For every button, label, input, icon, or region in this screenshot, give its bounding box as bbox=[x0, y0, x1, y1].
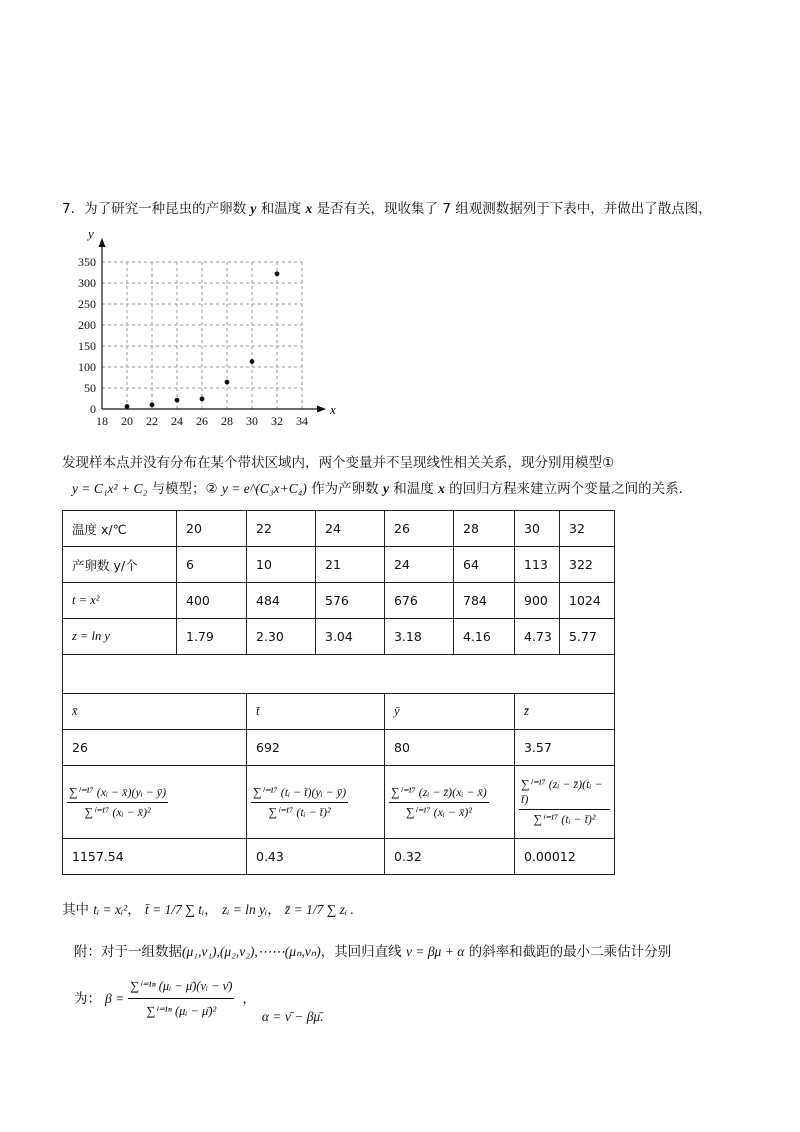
data-point bbox=[150, 402, 155, 407]
model-1-formula: y = C₁x² + C₂ bbox=[72, 481, 148, 496]
result-2: 0.43 bbox=[247, 839, 385, 875]
estimate-line bbox=[74, 976, 324, 1024]
y-tick-label: 300 bbox=[78, 276, 96, 290]
appendix-line bbox=[74, 942, 671, 962]
mean-header-z: z̄ bbox=[515, 694, 615, 730]
table-cell: 24 bbox=[385, 547, 454, 583]
table-cell: 10 bbox=[247, 547, 316, 583]
table-row bbox=[63, 583, 615, 619]
where-z: zᵢ = ln yᵢ bbox=[221, 902, 268, 917]
x-tick-label: 28 bbox=[221, 414, 233, 428]
y-tick-label: 0 bbox=[90, 402, 96, 416]
data-point bbox=[125, 404, 130, 409]
table-cell: 4.16 bbox=[454, 619, 515, 655]
table-cell: 5.77 bbox=[560, 619, 615, 655]
y-tick-label: 250 bbox=[78, 297, 96, 311]
paragraph-text-2d: 的回归方程来建立两个变量之间的关系. bbox=[449, 481, 683, 497]
table-row bbox=[63, 619, 615, 655]
x-tick-label: 18 bbox=[96, 414, 108, 428]
data-point bbox=[275, 271, 280, 276]
y-axis-arrow bbox=[99, 238, 106, 247]
formula-3-den: ∑ⁱ⁼¹⁷ (xᵢ − x̄)² bbox=[405, 804, 472, 819]
blank-row bbox=[63, 655, 615, 694]
x-axis-arrow bbox=[317, 406, 326, 413]
formula-1-den: ∑ⁱ⁼¹⁷ (xᵢ − x̄)² bbox=[84, 804, 151, 819]
row-label: 温度 x/℃ bbox=[63, 511, 177, 547]
data-point bbox=[175, 398, 180, 403]
data-point bbox=[200, 397, 205, 402]
beta-lhs: β = bbox=[105, 990, 125, 1006]
question-text-1: 7．为了研究一种昆虫的产卵数 bbox=[62, 201, 247, 217]
where-zbar: z̄ = 1/7 ∑ zᵢ . bbox=[285, 902, 354, 917]
scatter-chart bbox=[60, 222, 340, 428]
x-tick-label: 34 bbox=[296, 414, 308, 428]
formula-2-num: ∑ⁱ⁼¹⁷ (tᵢ − t̄)(yᵢ − ȳ) bbox=[251, 785, 348, 803]
y-tick-label: 150 bbox=[78, 339, 96, 353]
formula-4-den: ∑ⁱ⁼¹⁷ (tᵢ − t̄)² bbox=[533, 812, 596, 826]
table-cell: 2.30 bbox=[247, 619, 316, 655]
formula-3-num: ∑ⁱ⁼¹⁷ (zᵢ − z̄)(xᵢ − x̄) bbox=[389, 785, 489, 803]
row-label: 产卵数 y/个 bbox=[63, 547, 177, 583]
x-tick-label: 32 bbox=[271, 414, 283, 428]
appendix-data: (μ₁,ν₁),(μ₂,ν₂),⋯⋯(μₙ,νₙ) bbox=[182, 944, 321, 959]
x-tick-label: 24 bbox=[171, 414, 183, 428]
table-cell: 484 bbox=[247, 583, 316, 619]
paragraph-line-1: 发现样本点并没有分布在某个带状区域内，两个变量并不呈现线性相关关系，现分别用模型① bbox=[62, 455, 615, 471]
table-cell: 676 bbox=[385, 583, 454, 619]
mean-value-y: 80 bbox=[385, 730, 515, 766]
chart-grid bbox=[102, 262, 302, 409]
var-x-2: x bbox=[438, 481, 445, 496]
formula-1-num: ∑ⁱ⁼¹⁷ (xᵢ − x̄)(yᵢ − ȳ) bbox=[67, 785, 168, 803]
formula-cell-2 bbox=[247, 766, 385, 839]
means-value-row bbox=[63, 730, 615, 766]
table-cell: 900 bbox=[515, 583, 560, 619]
table-cell: 21 bbox=[316, 547, 385, 583]
x-axis-label: x bbox=[330, 402, 336, 417]
y-axis-label: y bbox=[88, 226, 94, 241]
x-tick-label: 30 bbox=[246, 414, 258, 428]
table-cell: 32 bbox=[560, 511, 615, 547]
formula-row bbox=[63, 766, 615, 839]
data-table bbox=[62, 510, 615, 875]
means-header-row bbox=[63, 694, 615, 730]
question-text-3: 是否有关，现收集了 7 组观测数据列于下表中，并做出了散点图， bbox=[316, 201, 712, 217]
appendix-mid: ，其回归直线 bbox=[320, 944, 402, 960]
mean-header-t: t̄ bbox=[247, 694, 385, 730]
row-label: z = ln y bbox=[63, 619, 177, 655]
comma: ， bbox=[242, 990, 256, 1007]
table-cell: 22 bbox=[247, 511, 316, 547]
var-x: x bbox=[305, 201, 313, 216]
y-tick-label: 100 bbox=[78, 360, 96, 374]
x-tick-label: 20 bbox=[121, 414, 133, 428]
var-y-2: y bbox=[382, 481, 389, 496]
paragraph-text-2a: 与模型；② bbox=[151, 481, 218, 497]
table-cell: 28 bbox=[454, 511, 515, 547]
table-cell: 784 bbox=[454, 583, 515, 619]
formula-cell-3 bbox=[385, 766, 515, 839]
result-4: 0.00012 bbox=[515, 839, 615, 875]
alpha-formula: α = ν̄ − βμ̄. bbox=[261, 1008, 324, 1024]
y-tick-label: 350 bbox=[78, 255, 96, 269]
table-cell: 24 bbox=[316, 511, 385, 547]
beta-fraction bbox=[128, 976, 234, 1021]
mean-value-x: 26 bbox=[63, 730, 247, 766]
appendix-prefix: 附：对于一组数据 bbox=[74, 944, 182, 960]
y-tick-label: 50 bbox=[84, 381, 96, 395]
beta-num: ∑ⁱ⁼¹ⁿ (μᵢ − μ̄)(νᵢ − ν̄) bbox=[128, 976, 234, 999]
chart-ticks bbox=[78, 255, 308, 428]
table-cell: 1024 bbox=[560, 583, 615, 619]
table-cell: 1.79 bbox=[177, 619, 247, 655]
table-row bbox=[63, 547, 615, 583]
where-t: tᵢ = xᵢ² bbox=[93, 902, 128, 917]
where-tbar: t̄ = 1/7 ∑ tᵢ bbox=[145, 902, 205, 917]
mean-value-t: 692 bbox=[247, 730, 385, 766]
table-cell: 3.04 bbox=[316, 619, 385, 655]
paragraph-line-2 bbox=[72, 479, 683, 499]
table-cell: 64 bbox=[454, 547, 515, 583]
paragraph-text-2c: 和温度 bbox=[393, 481, 434, 497]
paragraph-text-2b: 作为产卵数 bbox=[311, 481, 379, 497]
table-cell: 576 bbox=[316, 583, 385, 619]
table-cell: 113 bbox=[515, 547, 560, 583]
x-tick-label: 26 bbox=[196, 414, 208, 428]
wei-label: 为： bbox=[74, 990, 101, 1007]
formula-2-den: ∑ⁱ⁼¹⁷ (tᵢ − t̄)² bbox=[268, 804, 331, 819]
formula-cell-1 bbox=[63, 766, 247, 839]
table-cell: 4.73 bbox=[515, 619, 560, 655]
where-line: 其中 tᵢ = xᵢ²， t̄ = 1/7 ∑ tᵢ， zᵢ = ln yᵢ， z̄ = 1/7 ∑ zᵢ . bbox=[62, 902, 354, 918]
beta-den: ∑ⁱ⁼¹ⁿ (μᵢ − μ̄)² bbox=[146, 1004, 217, 1018]
row-label: t = x² bbox=[63, 583, 177, 619]
question-line bbox=[62, 199, 712, 219]
table-cell: 6 bbox=[177, 547, 247, 583]
table-cell: 30 bbox=[515, 511, 560, 547]
where-prefix: 其中 bbox=[62, 902, 89, 918]
x-tick-label: 22 bbox=[146, 414, 158, 428]
table-cell: 400 bbox=[177, 583, 247, 619]
result-1: 1157.54 bbox=[63, 839, 247, 875]
result-3: 0.32 bbox=[385, 839, 515, 875]
mean-value-z: 3.57 bbox=[515, 730, 615, 766]
results-row bbox=[63, 839, 615, 875]
data-point bbox=[250, 359, 255, 364]
data-point bbox=[225, 380, 230, 385]
formula-4-num: ∑ⁱ⁼¹⁷ (zᵢ − z̄)(tᵢ − t̄) bbox=[519, 777, 610, 810]
table-cell: 322 bbox=[560, 547, 615, 583]
table-row bbox=[63, 511, 615, 547]
mean-header-y: ȳ bbox=[385, 694, 515, 730]
appendix-line-eq: ν = βμ + α bbox=[405, 944, 465, 959]
model-2-formula: y = e^(C₃x+C₄) bbox=[221, 481, 307, 496]
table-cell: 3.18 bbox=[385, 619, 454, 655]
y-tick-label: 200 bbox=[78, 318, 96, 332]
var-y: y bbox=[250, 201, 257, 216]
question-text-2: 和温度 bbox=[260, 201, 302, 217]
table-cell: 26 bbox=[385, 511, 454, 547]
appendix-end: 的斜率和截距的最小二乘估计分别 bbox=[468, 944, 672, 960]
mean-header-x: x̄ bbox=[63, 694, 247, 730]
table-cell: 20 bbox=[177, 511, 247, 547]
formula-cell-4 bbox=[515, 766, 615, 839]
